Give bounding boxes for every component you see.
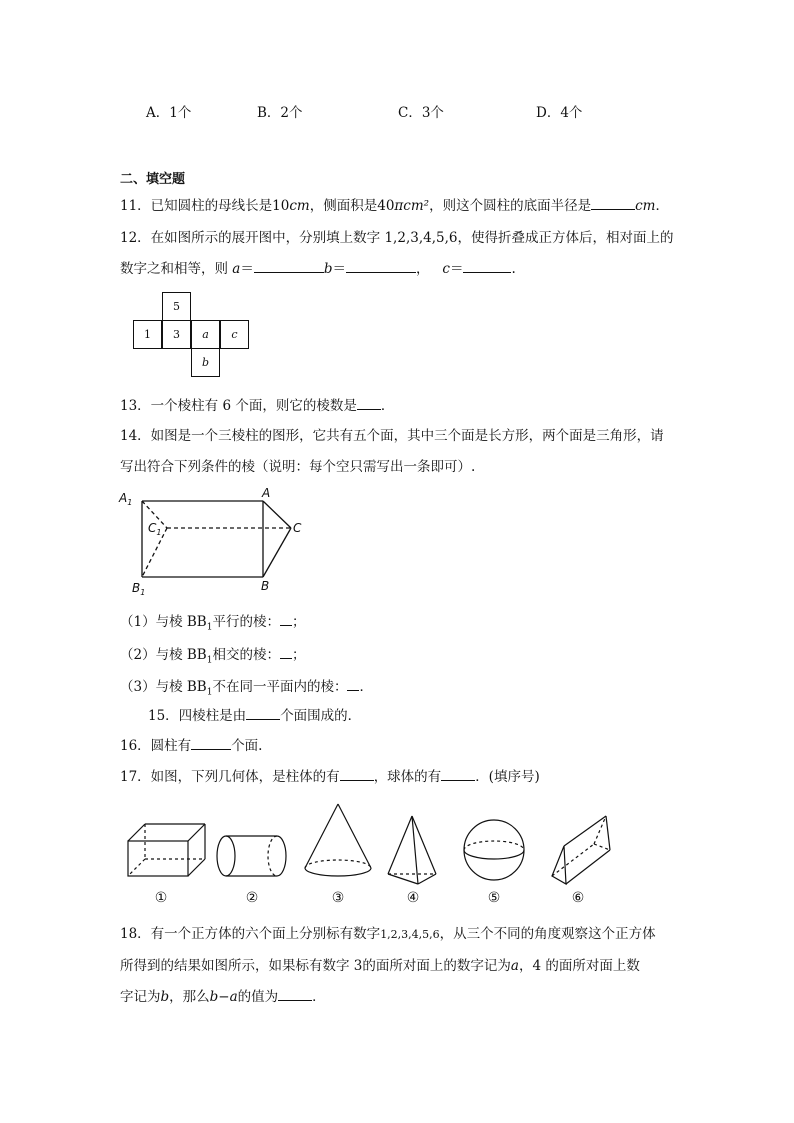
question-14-part2: （2）与棱 $BB_1$相交的棱： ； — [120, 647, 306, 666]
solid-label-4: ④ — [406, 890, 420, 906]
net-cell-b: b — [191, 348, 220, 377]
triangular-prism-shape — [552, 816, 610, 884]
answer-blank — [591, 197, 635, 210]
answer-blank — [357, 397, 381, 410]
question-16: 16．圆柱有 个面. — [120, 738, 263, 754]
net-cell-1: 1 — [133, 320, 162, 349]
question-17: 17．如图，下列几何体，是柱体的有 ，球体的有 ．(填序号) — [120, 769, 540, 785]
question-14-line1: 14．如图是一个三棱柱的图形，它共有五个面，其中三个面是长方形，两个面是三角形，请 — [120, 428, 664, 444]
answer-blank — [280, 646, 292, 659]
cylinder-shape — [217, 836, 286, 876]
label-a: A — [262, 486, 271, 500]
solid-label-5: ⑤ — [487, 890, 501, 906]
triangular-prism-diagram — [112, 486, 312, 598]
question-14-line2: 写出符合下列条件的棱（说明：每个空只需写出一条即可）. — [120, 459, 476, 475]
section-title: 二、填空题 — [120, 172, 186, 187]
answer-blank — [280, 613, 292, 626]
question-12-line1: 12．在如图所示的展开图中，分别填上数字 1,2,3,4,5,6，使得折叠成正方体后，相对面上的 — [120, 230, 674, 246]
answer-blank — [340, 768, 374, 781]
label-c: C — [293, 521, 302, 535]
net-cell-a: a — [191, 320, 220, 349]
cone-shape — [305, 804, 371, 876]
answer-blank — [254, 260, 324, 273]
answer-blank — [278, 988, 312, 1001]
label-a1: $A_1$ — [119, 491, 133, 507]
label-c1: $C_1$ — [148, 521, 162, 537]
net-cell-3: 3 — [162, 320, 191, 349]
solid-label-1: ① — [154, 890, 168, 906]
label-b1: $B_1$ — [132, 581, 146, 597]
option-a: A．1个 — [146, 105, 192, 121]
question-14-part3: （3）与棱 $BB_1$不在同一平面内的棱： ． — [120, 679, 373, 698]
option-c: C．3个 — [398, 105, 444, 121]
option-b: B．2个 — [257, 105, 303, 121]
answer-blank — [463, 260, 511, 273]
answer-blank — [191, 737, 231, 750]
question-12-line2: 数字之和相等，则 a＝ b＝ ， c＝ . — [120, 261, 516, 277]
net-cell-c: c — [220, 320, 249, 349]
question-14-part1: （1）与棱 $BB_1$平行的棱： ； — [120, 614, 306, 633]
question-15: 15．四棱柱是由 个面围成的． — [148, 708, 362, 724]
answer-blank — [347, 678, 359, 691]
question-11: 11．已知圆柱的母线长是10cm，侧面积是40πcm²，则这个圆柱的底面半径是 cm． — [120, 198, 669, 214]
solid-label-3: ③ — [331, 890, 345, 906]
question-18-line1: 18．有一个正方体的六个面上分别标有数字1,2,3,4,5,6，从三个不同的角度观察这个正方体 — [120, 926, 656, 942]
solid-label-6: ⑥ — [571, 890, 585, 906]
geometric-solids-figure — [120, 798, 640, 910]
question-18-line2: 所得到的结果如图所示，如果标有数字 3的面所对面上的数字记为a，4 的面所对面上数 — [120, 958, 640, 974]
solid-label-2: ② — [245, 890, 259, 906]
option-d: D．4个 — [536, 105, 583, 121]
sphere-shape — [464, 820, 524, 880]
cuboid-shape — [128, 824, 205, 876]
net-cell-top: 5 — [162, 292, 191, 321]
answer-blank — [441, 768, 475, 781]
question-18-line3: 字记为b，那么b−a的值为 ． — [120, 989, 326, 1005]
label-b: B — [261, 579, 270, 593]
answer-blank — [346, 260, 416, 273]
pyramid-shape — [388, 816, 436, 884]
question-13: 13．一个棱柱有 6 个面，则它的棱数是 ． — [120, 398, 395, 414]
answer-blank — [246, 707, 280, 720]
